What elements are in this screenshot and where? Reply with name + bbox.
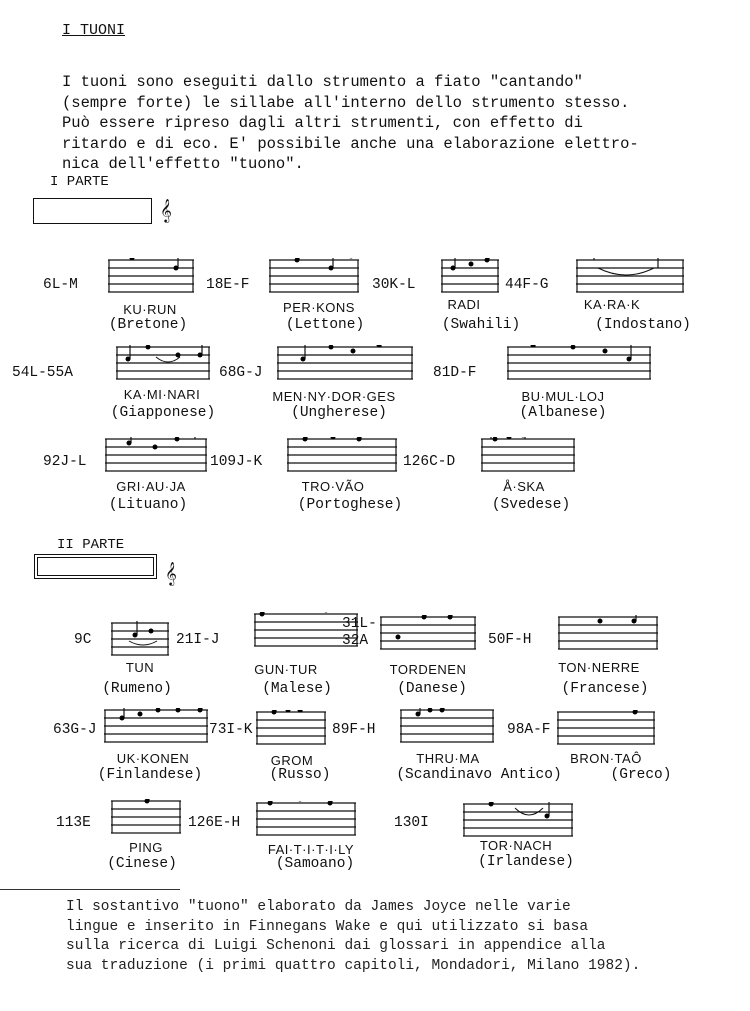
language-label: (Rumeno) [102,681,172,697]
staff [105,437,207,477]
part-2-box [37,557,154,576]
entry-code: 68G-J [219,365,263,381]
syllables: PING [129,840,163,855]
language-label: (Cinese) [107,856,177,872]
entry-code: 113E [56,815,91,831]
syllables: TUN [125,660,155,675]
syllables: RADI [447,297,481,312]
entry-code: 89F-H [332,722,376,738]
intro-line: nica dell'effetto "tuono". [62,155,304,173]
syllables: GROM [270,753,314,768]
syllables: GRI·AU·JA [116,479,186,494]
language-label: (Samoano) [275,856,355,872]
staff [256,710,326,750]
language-label: (Bretone) [108,317,188,333]
intro-line: ritardo e di eco. E' possibile anche una elaborazione elettro- [62,134,639,153]
staff [481,437,575,477]
entry-code: 32A [342,633,369,649]
language-label: (Albanese) [519,405,607,421]
entry-code: 130I [394,815,429,831]
language-label: (Francese) [561,681,649,697]
syllables: KU·RUN [123,302,177,317]
staff [463,802,573,842]
syllables: Å·SKA [503,479,545,494]
treble-clef-icon: 𝄞 [160,198,172,222]
language-label: (Svedese) [491,497,571,513]
staff [108,258,194,298]
entry-code: 21I-J [176,632,220,648]
staff [256,801,356,841]
entry-code: 126E-H [188,815,241,831]
syllables: TOR·NACH [479,838,553,853]
language-label: (Finlandese) [97,767,203,783]
entry-code: 81D-F [433,365,477,381]
language-label: (Malese) [262,681,332,697]
footnote-line: sua traduzione (i primi quattro capitoli, Mondadori, Milano 1982). [66,957,641,974]
syllables: GUN·TUR [254,662,318,677]
intro-line: Può essere ripreso dagli altri strumenti, con effetto di [62,114,583,132]
footnote-line: lingue e inserito in Finnegans Wake e qui utilizzato si basa [66,918,589,935]
footnote [66,898,640,976]
part-1-label: I PARTE [50,174,109,190]
entry-code: 92J-L [43,454,87,470]
syllables: TORDENEN [389,662,467,677]
entry-code: 63G-J [53,722,97,738]
syllables: FAI·T·I·T·I·LY [267,842,355,857]
entry-code: 98A-F [507,722,551,738]
footnote-line: sulla ricerca di Luigi Schenoni dai glossari in appendice alla [66,938,606,954]
language-label: (Ungherese) [291,405,387,421]
language-label: (Scandinavo Antico) [396,767,562,783]
treble-clef-icon: 𝄞 [165,561,177,585]
staff [558,615,658,655]
entry-code: 31L- [342,616,377,632]
syllables: KA·RA·K [583,297,641,312]
staff [111,621,169,661]
language-label: (Danese) [397,681,467,697]
part-2-label: II PARTE [57,537,125,553]
entry-code: 30K-L [372,277,416,293]
staff [116,345,210,385]
syllables: BRON·TAÔ [570,751,642,766]
staff [269,258,359,298]
intro-line: (sempre forte) le sillabe all'interno dello strumento stesso. [62,93,630,112]
staff [576,258,684,298]
intro-paragraph [62,72,639,175]
entry-code: 54L-55A [12,365,73,381]
syllables: BU·MUL·LOJ [521,389,605,404]
language-label: (Giapponese) [110,405,216,421]
staff [104,708,208,748]
language-label: (Russo) [269,767,331,783]
syllables: TON·NERRE [558,660,640,675]
entry-code: 109J-K [210,454,263,470]
part-1-box [33,198,152,224]
entry-code: 6L-M [43,277,78,293]
staff [111,799,181,839]
footnote-line: Il sostantivo "tuono" elaborato da James Joyce nelle varie [66,899,571,915]
syllables: TRO·VÃO [301,479,365,494]
staff [557,710,655,750]
language-label: (Greco) [610,767,672,783]
language-label: (Lettone) [285,317,365,333]
entry-code: 44F-G [505,277,549,293]
language-label: (Portoghese) [297,497,403,513]
syllables: UK·KONEN [116,751,190,766]
language-label: (Indostano) [595,317,691,333]
language-label: (Irlandese) [478,854,574,870]
intro-line: I tuoni sono eseguiti dallo strumento a fiato "cantando" [62,73,583,91]
staff [287,437,397,477]
entry-code: 50F-H [488,632,532,648]
syllables: THRU·MA [416,751,480,766]
entry-code: 126C-D [403,454,456,470]
staff [441,258,499,298]
staff [277,345,413,385]
page-title: I TUONI [62,22,126,39]
syllables: PER·KONS [283,300,355,315]
syllables: KA·MI·NARI [123,387,201,402]
syllables: MEN·NY·DOR·GES [272,389,396,404]
entry-code: 18E-F [206,277,250,293]
staff [507,345,651,385]
entry-code: 73I-K [209,722,253,738]
entry-code: 9C [74,632,92,648]
language-label: (Swahili) [441,317,521,333]
staff [380,615,476,655]
language-label: (Lituano) [108,497,188,513]
staff [400,708,494,748]
footnote-divider [0,889,180,890]
